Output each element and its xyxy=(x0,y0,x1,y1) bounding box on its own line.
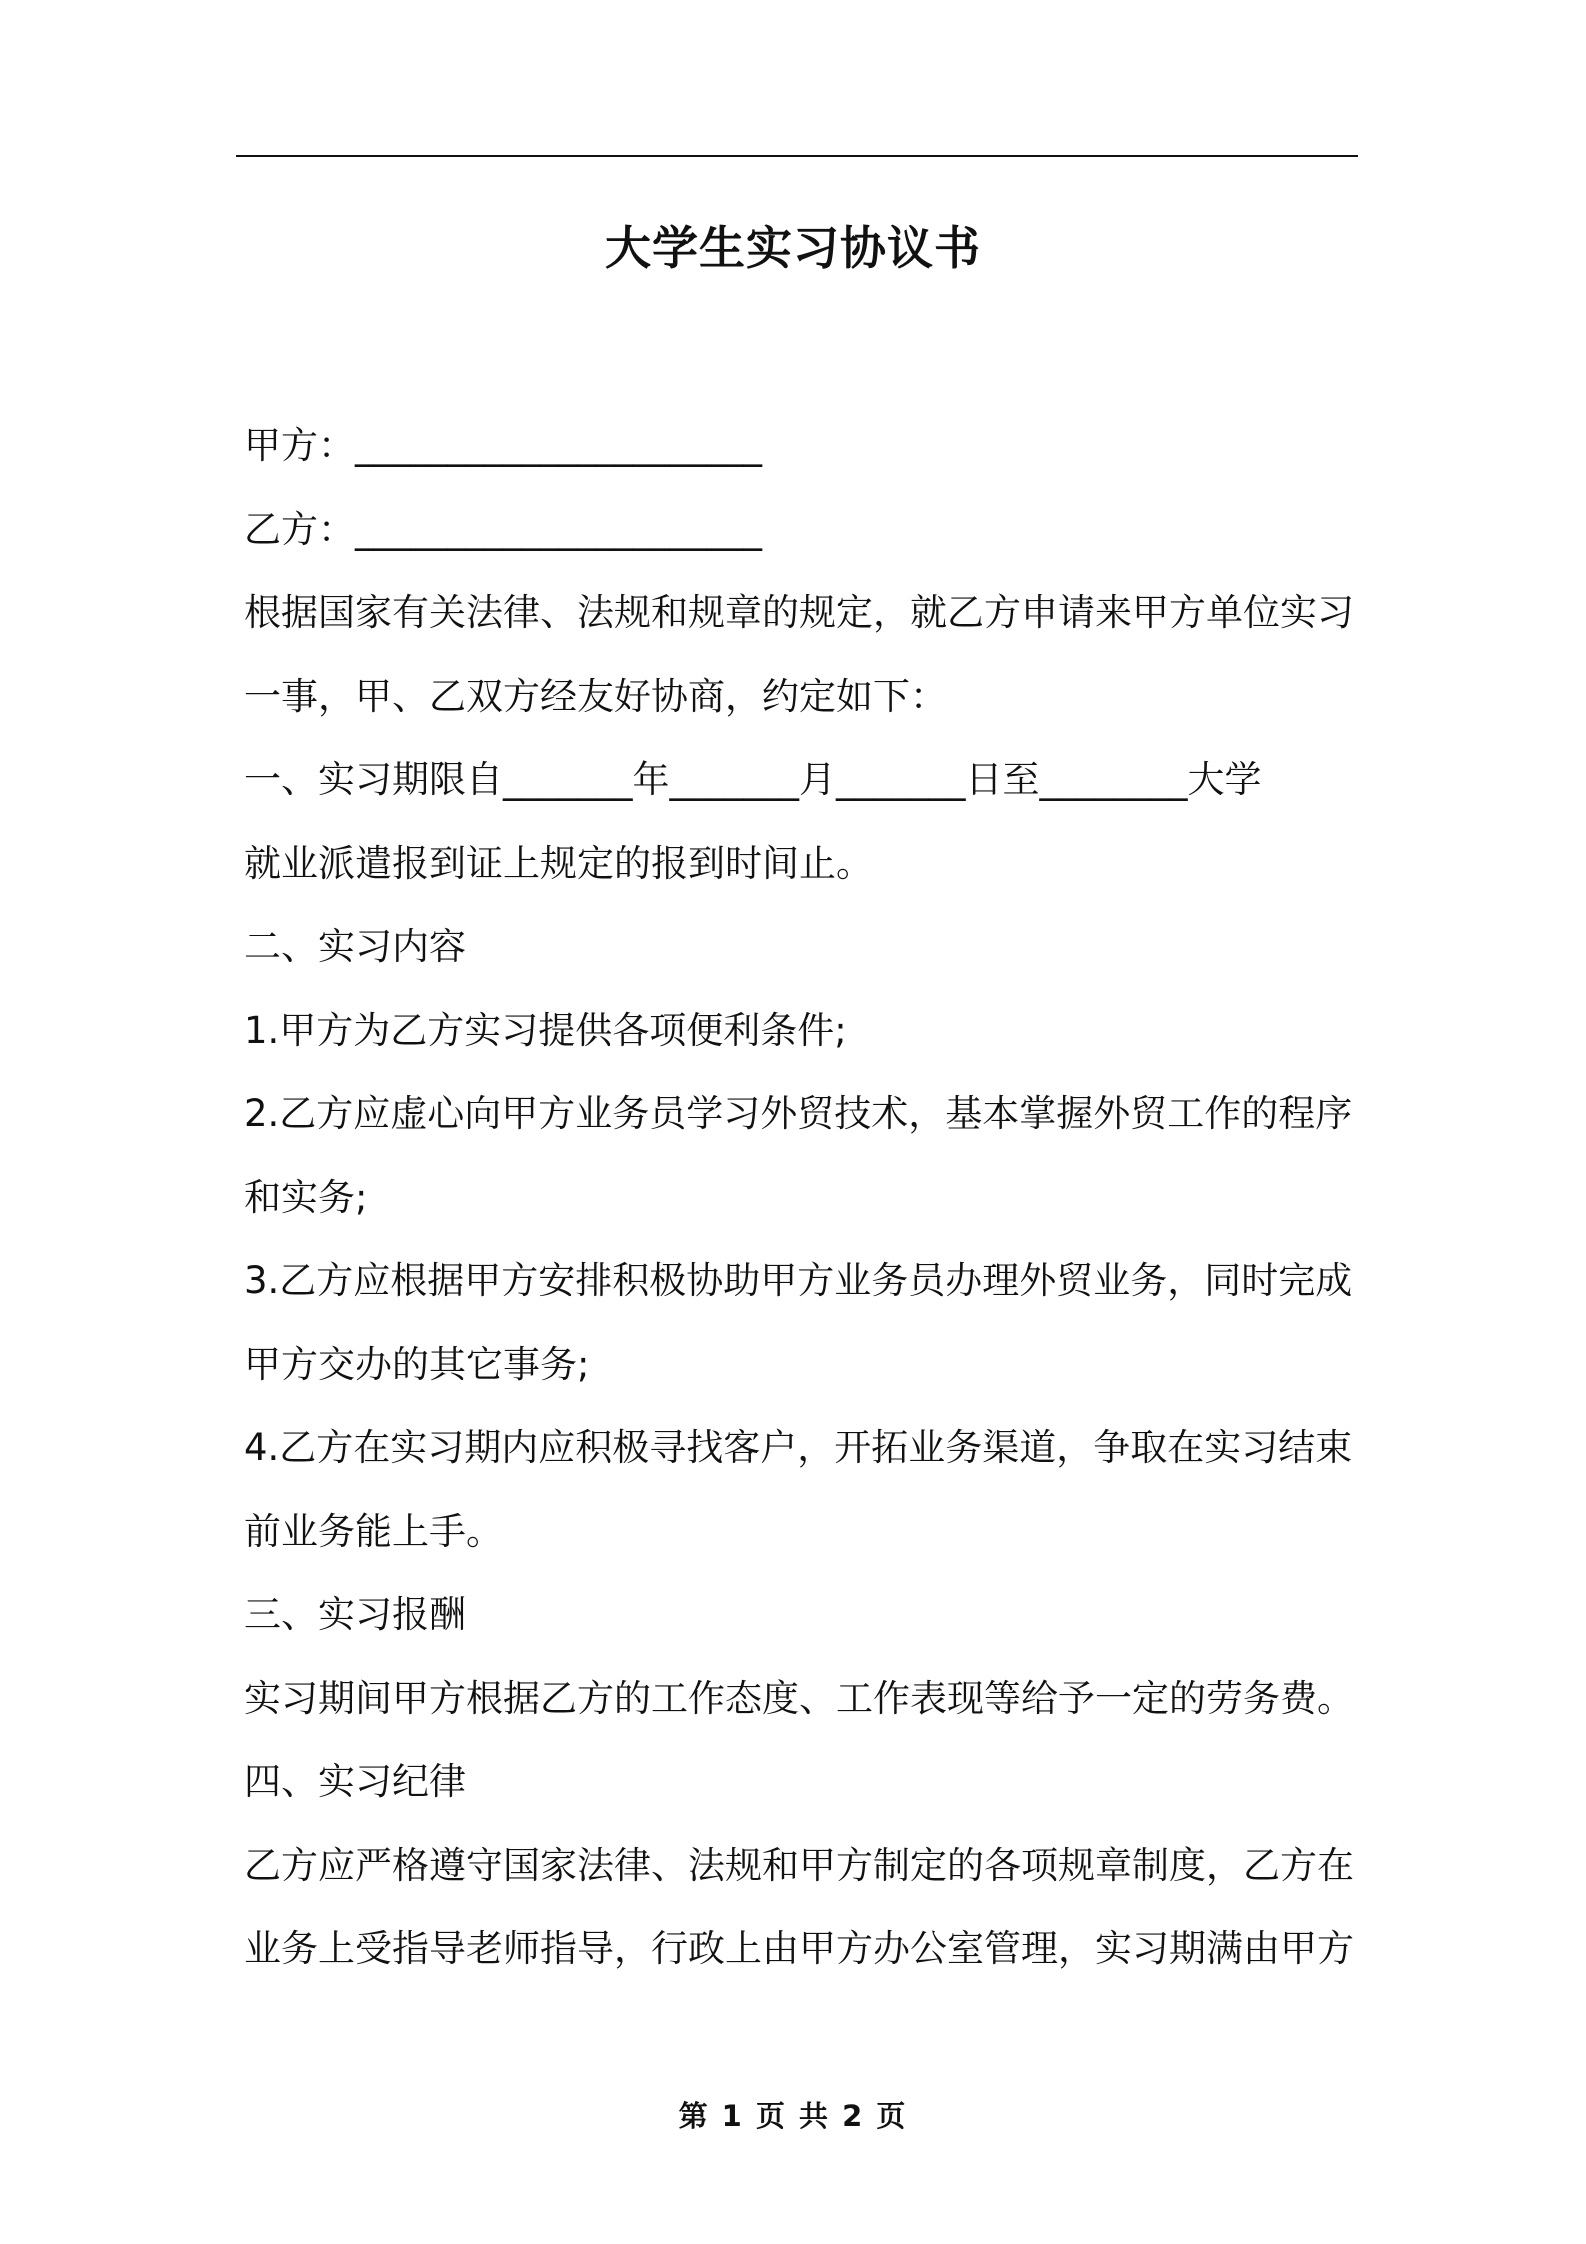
discipline-text: 乙方应严格遵守国家法律、法规和甲方制定的各项规章制度，乙方在 xyxy=(244,1843,1354,1887)
document-title: 大学生实习协议书 xyxy=(605,221,981,275)
section-heading-remuneration: 三、实习报酬 xyxy=(244,1593,466,1636)
remuneration-text: 实习期间甲方根据乙方的工作态度、工作表现等给予一定的劳务费。 xyxy=(244,1676,1354,1720)
document-body xyxy=(244,404,1354,1991)
content-item-2: 2.乙方应虚心向甲方业务员学习外贸技术，基本掌握外贸工作的程序 xyxy=(244,1092,1353,1135)
clause-period-line: 就业派遣报到证上规定的报到时间止。 xyxy=(244,841,873,885)
preamble-line: 根据国家有关法律、法规和规章的规定，就乙方申请来甲方单位实习 xyxy=(244,591,1354,634)
content-item-2: 和实务; xyxy=(244,1175,368,1219)
section-heading-discipline: 四、实习纪律 xyxy=(244,1760,466,1803)
content-item-1: 1.甲方为乙方实习提供各项便利条件; xyxy=(244,1008,847,1052)
page-number-footer: 第 1 页 共 2 页 xyxy=(678,2099,908,2133)
clause-period-line: 一、实习期限自_______年_______月_______日至________大学 xyxy=(244,758,1262,801)
content-item-3: 3.乙方应根据甲方安排积极协助甲方业务员办理外贸业务，同时完成 xyxy=(244,1259,1353,1302)
header-rule xyxy=(236,155,1358,157)
preamble-line: 一事，甲、乙双方经友好协商，约定如下： xyxy=(244,674,947,718)
section-heading-content: 二、实习内容 xyxy=(244,925,466,968)
content-item-4: 4.乙方在实习期内应积极寻找客户，开拓业务渠道，争取在实习结束 xyxy=(244,1426,1353,1469)
discipline-text: 业务上受指导老师指导，行政上由甲方办公室管理，实习期满由甲方 xyxy=(244,1927,1354,1970)
content-item-4: 前业务能上手。 xyxy=(244,1509,503,1553)
party-b-line: 乙方：______________________ xyxy=(244,507,762,551)
party-a-line: 甲方：______________________ xyxy=(244,424,762,467)
content-item-3: 甲方交办的其它事务; xyxy=(244,1342,590,1386)
